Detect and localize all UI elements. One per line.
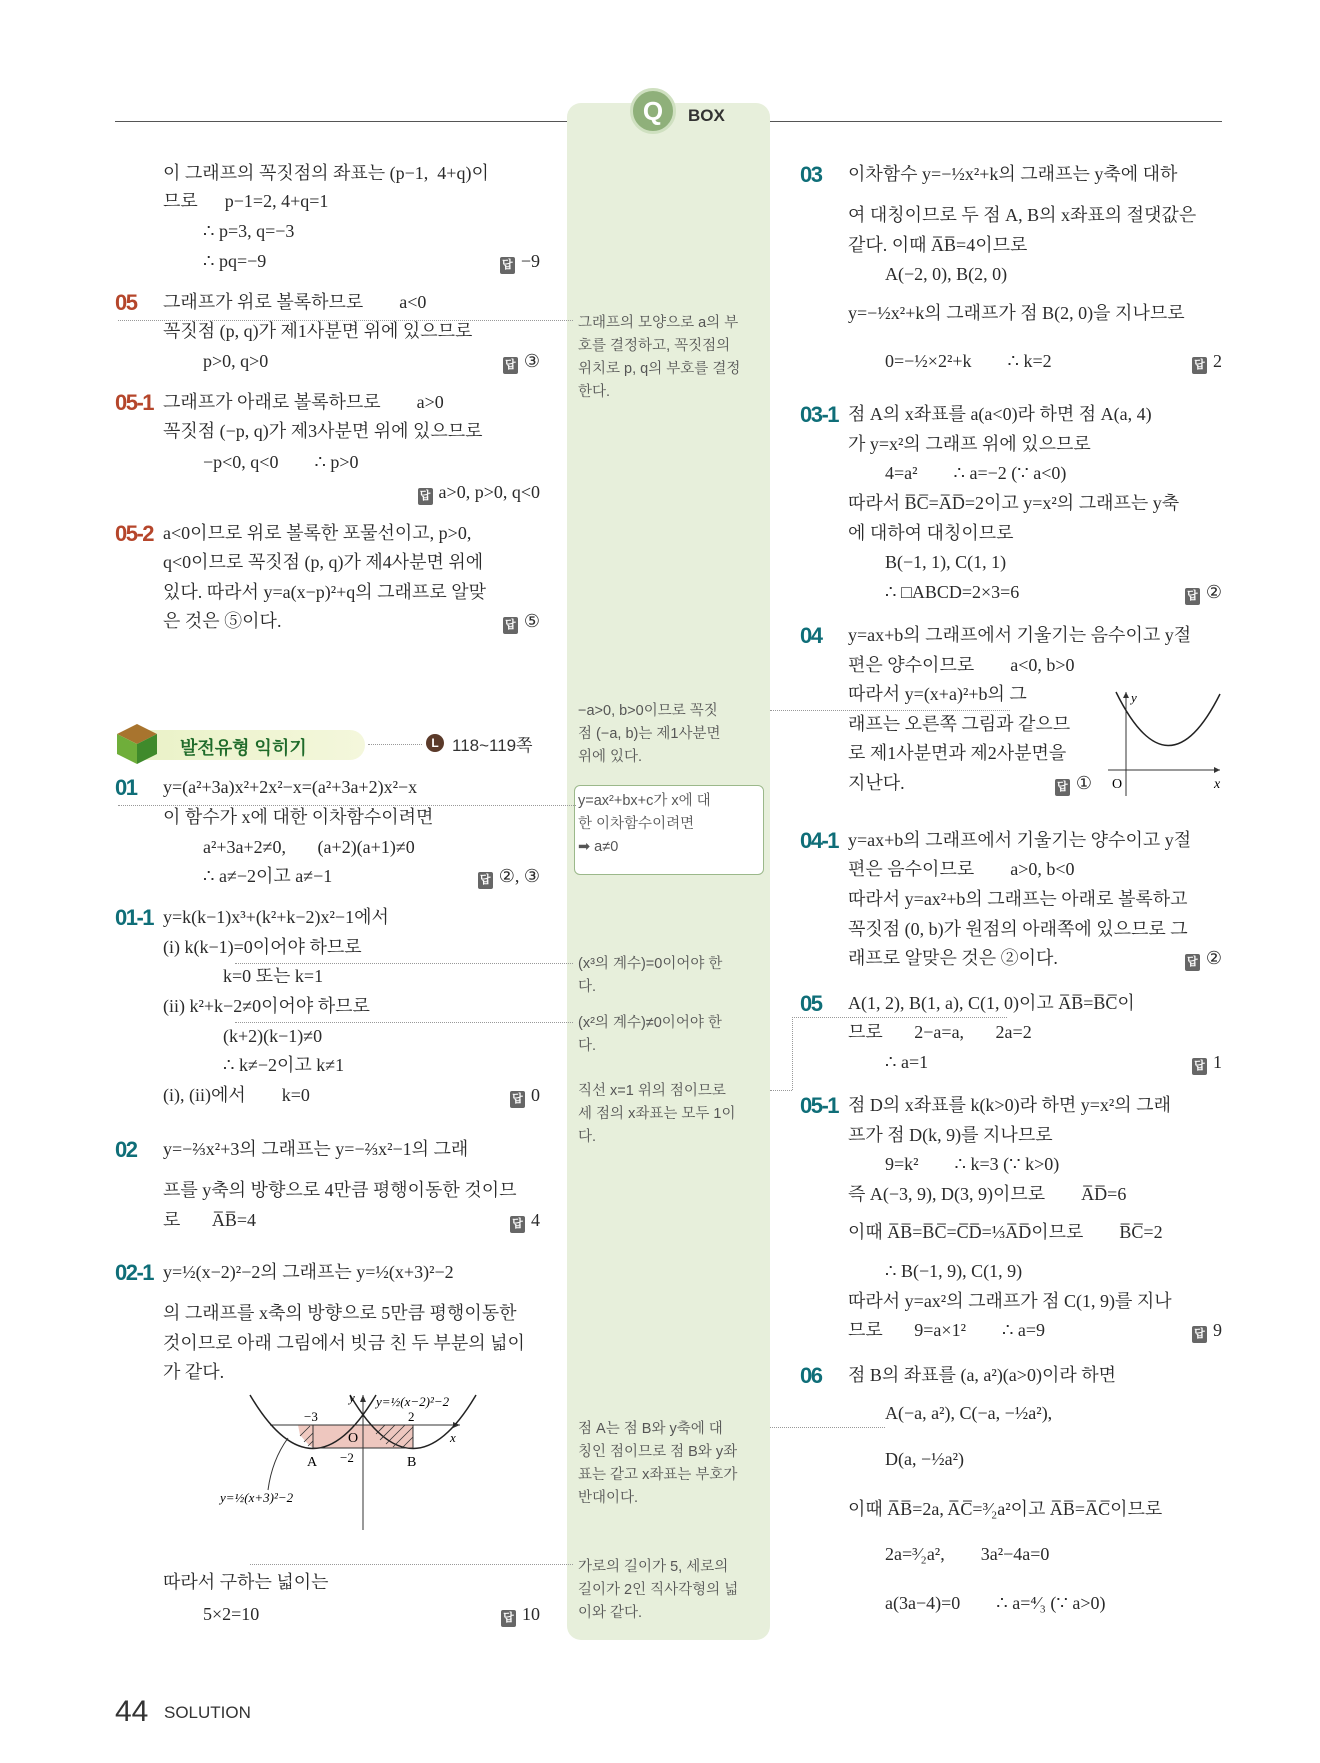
qbox-note — [578, 1418, 737, 1510]
graph-04 — [1104, 688, 1224, 803]
solution-line: 따라서 y=(x+a)²+b의 그 — [848, 684, 1027, 704]
note-line: 한 이차함수이려면 — [578, 816, 695, 832]
curve-label-2: y=½(x+3)²−2 — [220, 1490, 294, 1505]
curve-label-1: y=½(x−2)²−2 — [376, 1394, 450, 1409]
solution-line: ∴ k≠−2이고 k≠1 — [223, 1055, 345, 1075]
solution-line: 프가 점 D(k, 9)를 지나므로 — [848, 1125, 1053, 1145]
graph-y-label: y — [349, 1390, 355, 1405]
solution-line: 므로 9=a×1² ∴ a=9 — [848, 1320, 1046, 1340]
solution-line: 가 y=x²의 그래프 위에 있으므로 — [848, 434, 1091, 454]
solution-line: 꼭짓점 (p, q)가 제1사분면 위에 있으므로 — [163, 321, 473, 341]
problem-number: 05-1 — [115, 390, 154, 415]
point-b-label: B — [407, 1455, 417, 1470]
problem-number: 04 — [800, 623, 822, 648]
answer — [1192, 349, 1222, 373]
solution-line: 편은 음수이므로 a>0, b<0 — [848, 859, 1075, 879]
solution-line: 여 대칭이므로 두 점 A, B의 x좌표의 절댓값은 — [848, 205, 1197, 225]
solution-line: (ii) k²+k−2≠0이어야 하므로 — [163, 996, 370, 1016]
solution-line: 0=−½×2²+k ∴ k=2 — [885, 351, 1052, 371]
solution-line: 꼭짓점 (−p, q)가 제3사분면 위에 있으므로 — [163, 421, 483, 441]
solution-line: 지난다. — [848, 773, 905, 793]
answer-value: 10 — [522, 1604, 540, 1624]
solution-line: 그래프가 위로 볼록하므로 a<0 — [163, 292, 427, 312]
solution-line: ∴ p=3, q=−3 — [203, 221, 295, 241]
note-line: 점 A는 점 B와 y축에 대 — [578, 1421, 723, 1437]
solution-line: 즉 A(−3, 9), D(3, 9)이므로 A̅D̅=6 — [848, 1184, 1127, 1204]
solution-line: 이 그래프의 꼭짓점의 좌표는 (p−1, 4+q)이 — [163, 163, 489, 183]
solution-line: (i) k(k−1)=0이어야 하므로 — [163, 937, 362, 957]
connector — [250, 1564, 573, 1565]
note-line: 반대이다. — [578, 1490, 639, 1506]
lesson-ref-icon: L — [426, 734, 444, 752]
answer-mark-icon: 답 — [1055, 779, 1070, 796]
graph-04-x-label: x — [1214, 777, 1221, 792]
answer — [1192, 1050, 1222, 1074]
solution-line: y=ax+b의 그래프에서 기울기는 양수이고 y절 — [848, 830, 1192, 850]
note-line: 세 점의 x좌표는 모두 1이 — [578, 1106, 736, 1122]
solution-line: 같다. 이때 A̅B̅=4이므로 — [848, 235, 1028, 255]
note-line: y=ax²+bx+c가 x에 대 — [578, 793, 711, 809]
section-header — [115, 722, 365, 762]
solution-line: (k+2)(k−1)≠0 — [223, 1026, 323, 1046]
answer-value: 0 — [531, 1085, 540, 1105]
answer-mark-icon: 답 — [503, 357, 518, 374]
note-line: 다. — [578, 1129, 597, 1145]
solution-line: 있다. 따라서 y=a(x−p)²+q의 그래프로 알맞 — [163, 582, 486, 602]
solution-line: 9=k² ∴ k=3 (∵ k>0) — [885, 1154, 1060, 1174]
answer-mark-icon: 답 — [418, 488, 433, 505]
solution-line: k=0 또는 k=1 — [223, 966, 324, 986]
problem-number: 01 — [115, 775, 137, 800]
answer-mark-icon: 답 — [510, 1091, 525, 1108]
solution-line: 따라서 B̅C̅=A̅D̅=2이고 y=x²의 그래프는 y축 — [848, 493, 1180, 513]
solution-line: A(−2, 0), B(2, 0) — [885, 264, 1008, 284]
connector — [770, 1090, 792, 1091]
connector — [792, 1017, 1007, 1018]
answer-value: ③ — [523, 351, 540, 371]
note-line: 위에 있다. — [578, 749, 643, 765]
answer — [510, 1208, 540, 1232]
solution-line: a<0이므로 위로 볼록한 포물선이고, p>0, — [163, 523, 472, 543]
solution-line: y=½(x−2)²−2의 그래프는 y=½(x+3)²−2 — [163, 1262, 454, 1282]
solution-line: 5×2=10 — [203, 1604, 260, 1624]
solution-line: a²+3a+2≠0, (a+2)(a+1)≠0 — [203, 837, 415, 857]
problem-number: 05 — [115, 290, 137, 315]
note-line: 표는 같고 x좌표는 부호가 — [578, 1467, 738, 1483]
lesson-page-ref: 118~119쪽 — [452, 736, 533, 755]
footer-label: SOLUTION — [164, 1703, 251, 1722]
answer-mark-icon: 답 — [1192, 1326, 1207, 1343]
solution-line: 이 함수가 x에 대한 이차함수이려면 — [163, 807, 434, 827]
solution-line: 꼭짓점 (0, b)가 원점의 아래쪽에 있으므로 그 — [848, 919, 1188, 939]
answer-value: ⑤ — [523, 611, 540, 631]
solution-line: 4=a² ∴ a=−2 (∵ a<0) — [885, 463, 1067, 483]
problem-number: 03-1 — [800, 402, 839, 427]
tick-minus-2: −2 — [340, 1450, 354, 1465]
top-rule — [770, 121, 1222, 122]
solution-line: y=−⅔x²+3의 그래프는 y=−⅔x²−1의 그래 — [163, 1139, 469, 1159]
graph-x-label: x — [450, 1430, 456, 1445]
note-line: 호를 결정하고, 꼭짓점의 — [578, 338, 731, 354]
graph-origin: O — [348, 1431, 359, 1446]
connector — [770, 1427, 885, 1428]
solution-line: 따라서 y=ax²+b의 그래프는 아래로 볼록하고 — [848, 889, 1188, 909]
answer — [1185, 946, 1222, 970]
solution-line: 따라서 y=ax²의 그래프가 점 C(1, 9)를 지나 — [848, 1291, 1172, 1311]
solution-line: A(1, 2), B(1, a), C(1, 0)이고 A̅B̅=B̅C̅이 — [848, 993, 1135, 1013]
solution-line: 점 D의 x좌표를 k(k>0)라 하면 y=x²의 그래 — [848, 1095, 1171, 1115]
solution-line: A(−a, a²), C(−a, −½a²), — [885, 1403, 1053, 1423]
note-line: 다. — [578, 979, 597, 995]
top-rule — [115, 121, 567, 122]
answer-value: −9 — [520, 251, 540, 271]
problem-number: 01-1 — [115, 905, 154, 930]
answer-mark-icon: 답 — [503, 617, 518, 634]
note-line: (x³의 계수)=0이어야 한 — [578, 956, 723, 972]
answer — [1055, 771, 1092, 795]
answer — [1192, 1318, 1222, 1342]
solution-line: 래프는 오른쪽 그림과 같으므 — [848, 714, 1071, 734]
q-box-title: BOX — [688, 106, 725, 125]
connector — [792, 1017, 793, 1090]
solution-line: q<0이므로 꼭짓점 (p, q)가 제4사분면 위에 — [163, 552, 484, 572]
note-line: 한다. — [578, 384, 611, 400]
q-logo-icon: Q — [630, 88, 676, 134]
solution-line: 편은 양수이므로 a<0, b>0 — [848, 655, 1075, 675]
solution-line: 프를 y축의 방향으로 4만큼 평행이동한 것이므 — [163, 1180, 517, 1200]
solution-line: ∴ □ABCD=2×3=6 — [885, 582, 1020, 602]
solution-line: 점 A의 x좌표를 a(a<0)라 하면 점 A(a, 4) — [848, 404, 1152, 424]
answer-value: 2 — [1213, 351, 1222, 371]
solution-line: y=k(k−1)x³+(k²+k−2)x²−1에서 — [163, 907, 389, 927]
problem-number: 03 — [800, 162, 822, 187]
solution-line: 것이므로 아래 그림에서 빗금 친 두 부분의 넓이 — [163, 1333, 525, 1353]
answer — [510, 1083, 540, 1107]
solution-line: y=ax+b의 그래프에서 기울기는 음수이고 y절 — [848, 625, 1192, 645]
solution-line: 로 A̅B̅=4 — [163, 1210, 257, 1230]
solution-line: ∴ a=1 — [885, 1052, 929, 1072]
answer-mark-icon: 답 — [1185, 588, 1200, 605]
note-line: 길이가 2인 직사각형의 넓 — [578, 1582, 739, 1598]
note-line: 위치로 p, q의 부호를 결정 — [578, 361, 741, 377]
answer — [478, 864, 540, 888]
graph-04-origin: O — [1112, 777, 1123, 792]
solution-line: ∴ B(−1, 9), C(1, 9) — [885, 1261, 1023, 1281]
graph-04-y-label: y — [1131, 690, 1137, 705]
solution-line: 므로 p−1=2, 4+q=1 — [163, 191, 329, 211]
answer-value: 4 — [531, 1210, 540, 1230]
solution-line: 이때 A̅B̅=B̅C̅=C̅D̅=⅓A̅D̅이므로 B̅C̅=2 — [848, 1222, 1163, 1242]
note-line: 그래프의 모양으로 a의 부 — [578, 315, 739, 331]
answer — [1185, 580, 1222, 604]
note-line: 가로의 길이가 5, 세로의 — [578, 1559, 729, 1575]
cube-icon — [115, 722, 159, 766]
solution-line: y=−½x²+k의 그래프가 점 B(2, 0)을 지나므로 — [848, 303, 1185, 323]
note-line: 다. — [578, 1038, 597, 1054]
note-line: 칭인 점이므로 점 B와 y좌 — [578, 1444, 738, 1460]
solution-line: 점 B의 좌표를 (a, a²)(a>0)이라 하면 — [848, 1365, 1116, 1385]
answer — [503, 609, 540, 633]
solution-line: 에 대하여 대칭이므로 — [848, 523, 1014, 543]
answer-mark-icon: 답 — [1192, 1058, 1207, 1075]
tick-2: 2 — [408, 1409, 415, 1424]
qbox-note — [578, 700, 720, 769]
tick-minus-3: −3 — [304, 1409, 318, 1424]
answer-value: 1 — [1213, 1052, 1222, 1072]
solution-line: B(−1, 1), C(1, 1) — [885, 552, 1007, 572]
solution-line: 므로 2−a=a, 2a=2 — [848, 1022, 1032, 1042]
note-line: −a>0, b>0이므로 꼭짓 — [578, 703, 718, 719]
qbox-note — [578, 1012, 722, 1058]
problem-number: 05-1 — [800, 1093, 839, 1118]
solution-line: 은 것은 ⑤이다. — [163, 611, 282, 631]
qbox-note — [578, 953, 722, 999]
answer-mark-icon: 답 — [501, 1610, 516, 1627]
note-line: 직선 x=1 위의 점이므로 — [578, 1083, 726, 1099]
problem-number: 05-2 — [115, 521, 154, 546]
graph-02-1 — [210, 1390, 500, 1550]
page-number: 44 — [115, 1695, 149, 1728]
answer — [418, 480, 540, 504]
problem-number: 05 — [800, 991, 822, 1016]
solution-line: 로 제1사분면과 제2사분면을 — [848, 743, 1067, 763]
note-line: (x²의 계수)≠0이어야 한 — [578, 1015, 722, 1031]
solution-line: 2a=³⁄₂a², 3a²−4a=0 — [885, 1544, 1050, 1564]
answer-value: ②, ③ — [498, 866, 540, 886]
answer — [503, 349, 540, 373]
answer-mark-icon: 답 — [1192, 357, 1207, 374]
answer-mark-icon: 답 — [500, 257, 515, 274]
qbox-note — [578, 312, 740, 404]
section-title: 발전유형 익히기 — [180, 738, 307, 758]
solution-line: D(a, −½a²) — [885, 1449, 965, 1469]
answer — [500, 249, 540, 273]
note-line: 점 (−a, b)는 제1사분면 — [578, 726, 721, 742]
solution-line: 의 그래프를 x축의 방향으로 5만큼 평행이동한 — [163, 1303, 517, 1323]
answer-mark-icon: 답 — [510, 1216, 525, 1233]
solution-line: y=(a²+3a)x²+2x²−x=(a²+3a+2)x²−x — [163, 777, 418, 797]
connector — [770, 710, 1010, 711]
solution-line: 따라서 구하는 넓이는 — [163, 1572, 329, 1592]
solution-line: ∴ a≠−2이고 a≠−1 — [203, 866, 333, 886]
note-line: 이와 같다. — [578, 1605, 643, 1621]
solution-line: −p<0, q<0 ∴ p>0 — [203, 452, 359, 472]
qbox-note — [578, 1556, 738, 1625]
solution-line: 그래프가 아래로 볼록하므로 a>0 — [163, 392, 444, 412]
answer-mark-icon: 답 — [478, 872, 493, 889]
answer-value: a>0, p>0, q<0 — [438, 482, 540, 502]
problem-number: 02 — [115, 1137, 137, 1162]
answer-value: ② — [1205, 948, 1222, 968]
solution-line: 이차함수 y=−½x²+k의 그래프는 y축에 대하 — [848, 164, 1178, 184]
answer-mark-icon: 답 — [1185, 954, 1200, 971]
problem-number: 06 — [800, 1363, 822, 1388]
qbox-note — [578, 1080, 736, 1149]
solution-line: 이때 A̅B̅=2a, A̅C̅=³⁄₂a²이고 A̅B̅=A̅C̅이므로 — [848, 1499, 1163, 1519]
answer-value: ① — [1075, 773, 1092, 793]
solution-line: (i), (ii)에서 k=0 — [163, 1085, 310, 1105]
solution-line: 래프로 알맞은 것은 ②이다. — [848, 948, 1058, 968]
answer — [501, 1602, 540, 1626]
answer-value: ② — [1205, 582, 1222, 602]
qbox-note — [578, 790, 711, 859]
leader-dots — [368, 744, 422, 745]
solution-line: p>0, q>0 — [203, 351, 269, 371]
problem-number: 02-1 — [115, 1260, 154, 1285]
solution-line: a(3a−4)=0 ∴ a=⁴⁄₃ (∵ a>0) — [885, 1593, 1106, 1613]
point-a-label: A — [307, 1455, 318, 1470]
note-line: ➡ a≠0 — [578, 839, 619, 855]
connector — [235, 1022, 573, 1023]
solution-line: ∴ pq=−9 — [203, 251, 267, 271]
solution-line: 가 같다. — [163, 1362, 225, 1382]
answer-value: 9 — [1213, 1320, 1222, 1340]
problem-number: 04-1 — [800, 828, 839, 853]
